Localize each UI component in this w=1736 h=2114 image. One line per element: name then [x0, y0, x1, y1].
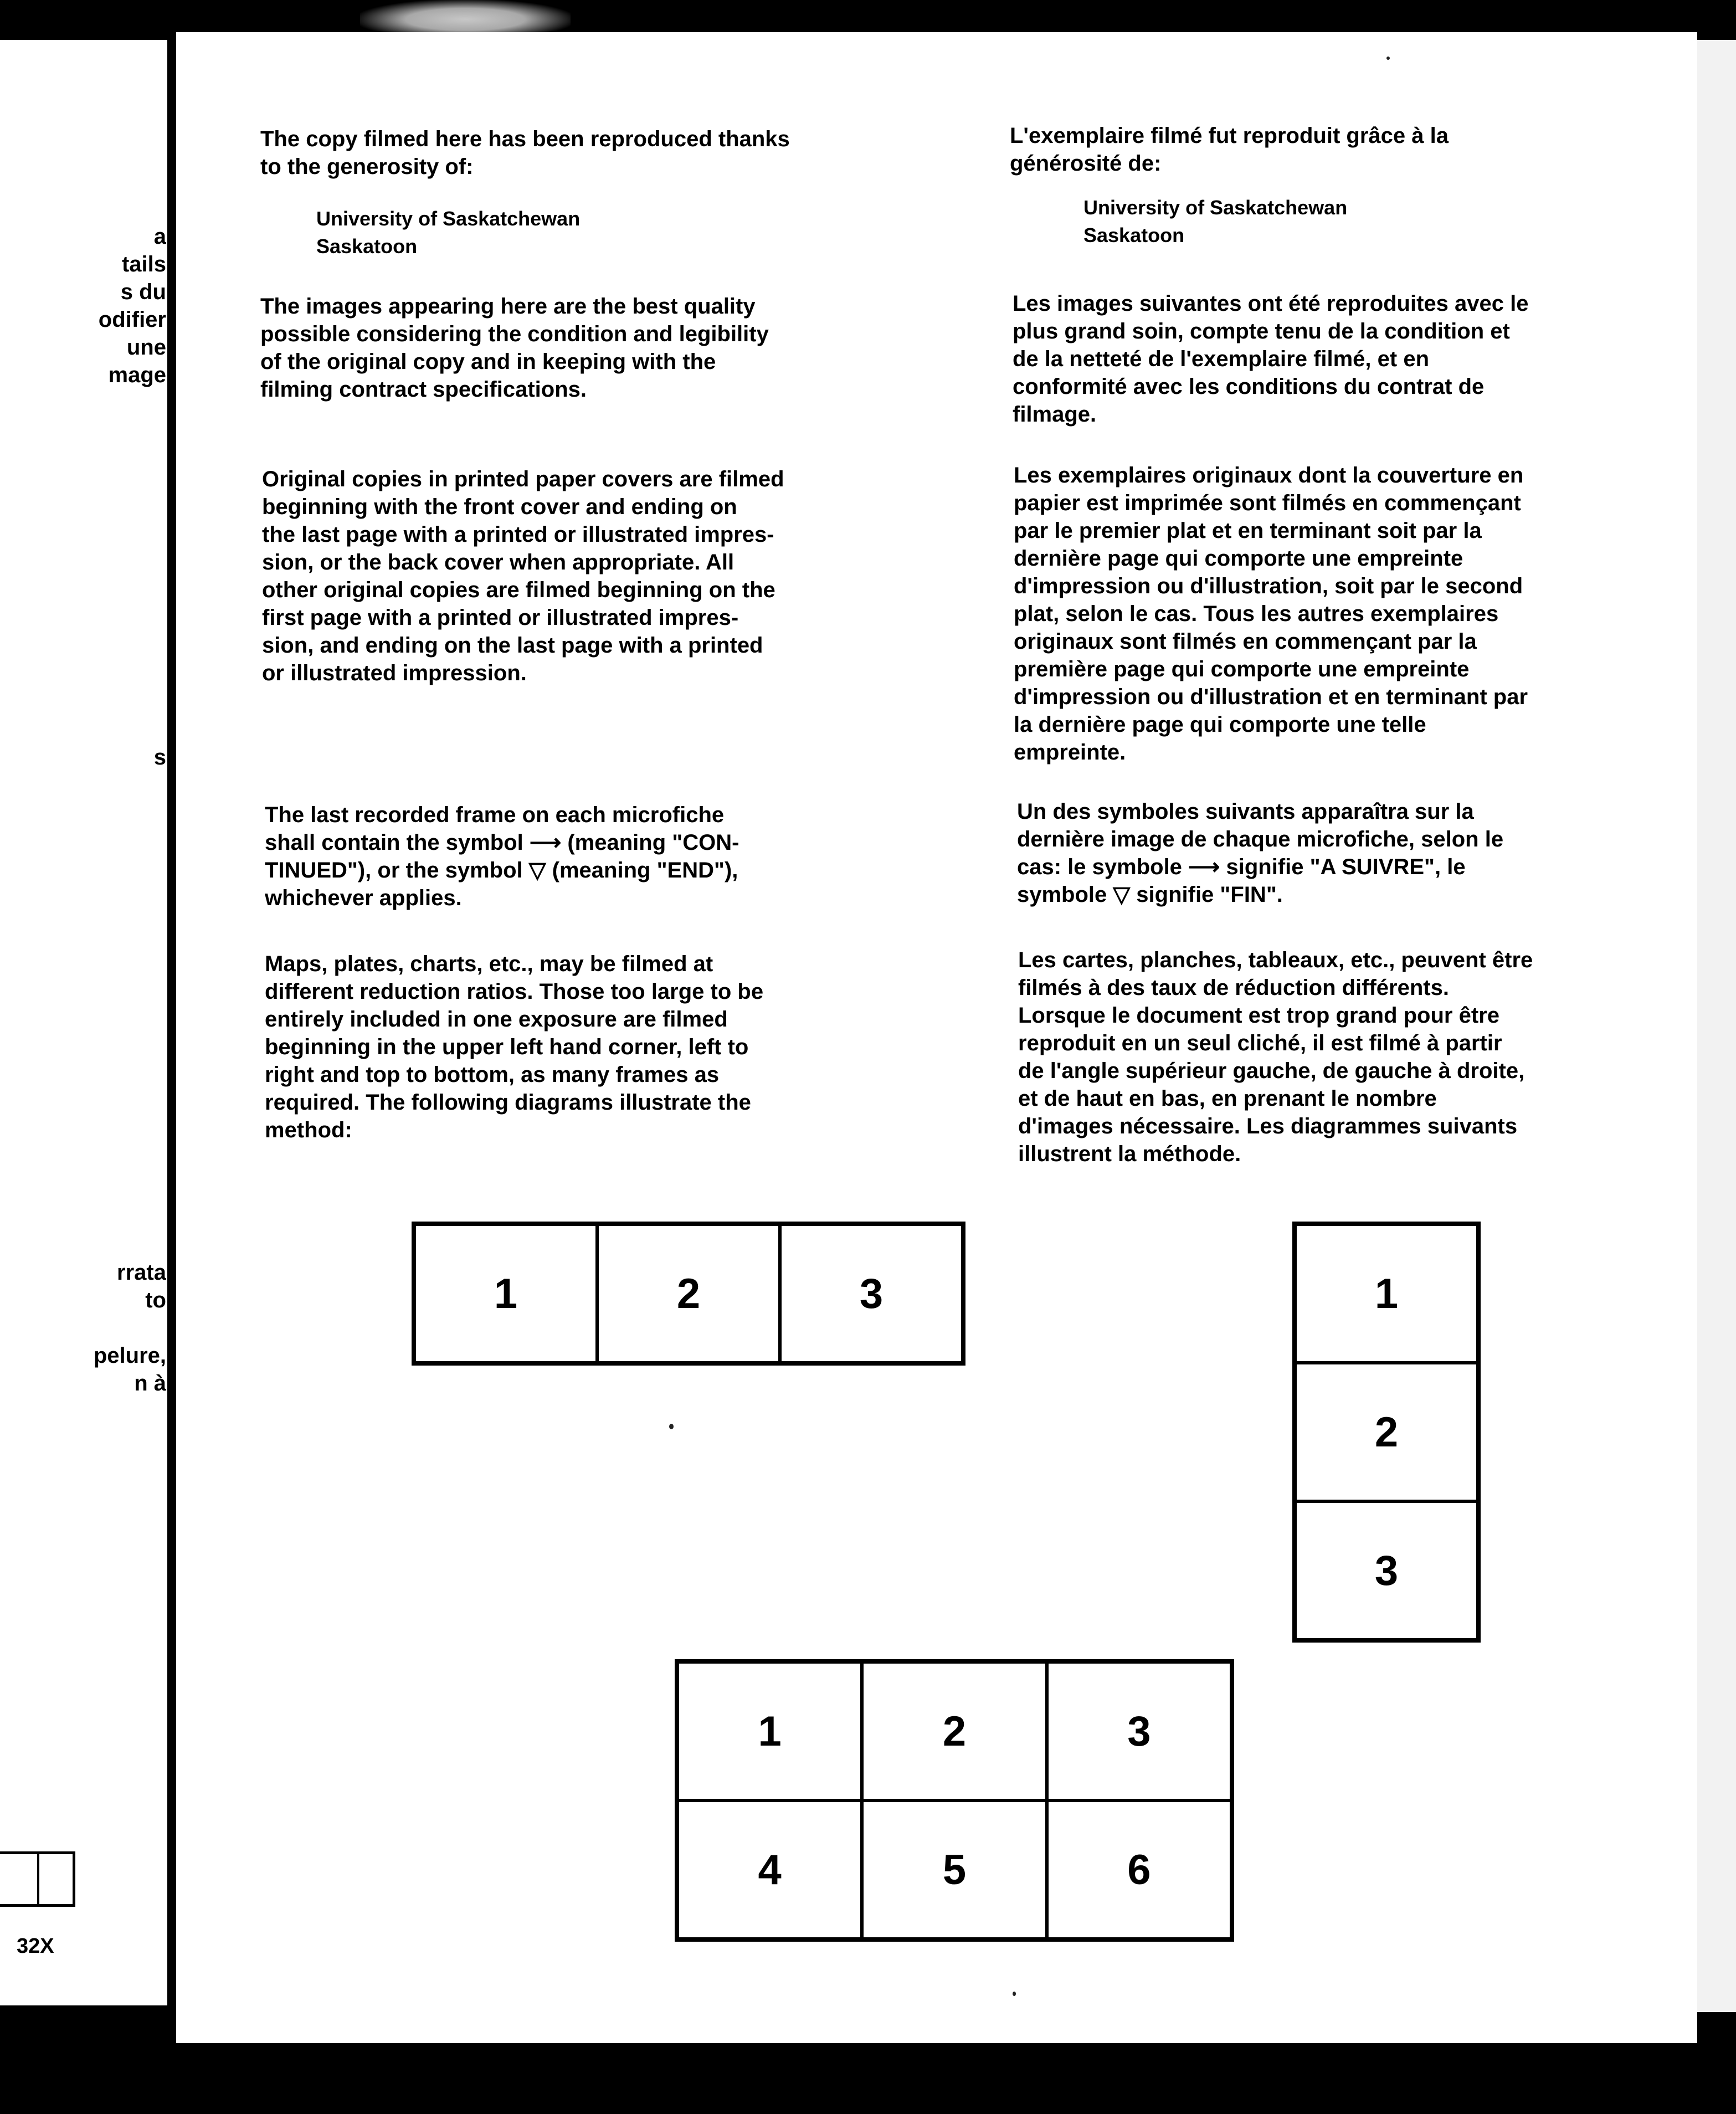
dust-speck	[1386, 57, 1390, 60]
diagram-cell: 1	[414, 1224, 597, 1363]
left-grid-label: 32X	[17, 1935, 54, 1958]
french-intro: L'exemplaire filmé fut reproduit grâce à la générosité de:	[1010, 124, 1449, 176]
diagram-cell: 2	[597, 1224, 780, 1363]
english-institution: University of Saskatchewan Saskatoon	[316, 207, 581, 258]
english-quality: The images appearing here are the best quality possible considering the condition and legibility of the original copy and in keeping with the filming contract specifications.	[260, 294, 769, 402]
left-fragment-line: mage	[108, 363, 166, 387]
french-symbols-text: signifie "FIN".	[1130, 882, 1283, 907]
left-fragment-lower	[0, 1259, 166, 1397]
grid-frame-diagram	[675, 1659, 1234, 1942]
horizontal-frame-diagram	[412, 1222, 965, 1366]
left-fragment-line: tails	[121, 252, 166, 276]
left-page-fragment	[0, 40, 167, 2005]
french-quality: Les images suivantes ont été reproduites avec le plus grand soin, compte tenu de la condition et de la netteté de l'exemplaire filmé, et en conformité avec les conditions du contrat de filmage.	[1013, 291, 1529, 427]
english-symbols-text: The last recorded frame on each microfiche shall contain the symbol	[265, 803, 725, 855]
diagram-cell: 2	[862, 1662, 1046, 1800]
triangle-icon: ▽	[1113, 882, 1131, 907]
left-fragment-line: rrata	[117, 1260, 166, 1285]
french-symbols	[1017, 798, 1682, 909]
english-symbols-text: (meaning "END"), whichever applies.	[265, 858, 738, 910]
english-maps-block	[265, 950, 896, 1144]
french-column	[1010, 122, 1675, 177]
diagram-cell: 1	[1295, 1224, 1478, 1363]
left-fragment-line: n à	[134, 1371, 166, 1395]
arrow-icon: ⟶	[1188, 855, 1220, 879]
left-fragment-line: s	[153, 745, 166, 769]
diagram-cell: 5	[862, 1800, 1046, 1939]
english-originals-block	[262, 465, 893, 687]
french-maps: Les cartes, planches, tableaux, etc., peuvent être filmés à des taux de réduction différents. Lorsque le document est trop grand pour être reproduit en un seul cliché, il est filmé à partir de l'angle supérieur gauche, de gauche à droite, et de haut en bas, en prenant le nombre d'images nécessaire. Les diagrammes suivants illustrent la méthode.	[1018, 948, 1533, 1166]
diagram-cell: 1	[677, 1662, 862, 1800]
left-fragment-line: une	[126, 335, 166, 360]
french-originals-block	[1014, 461, 1678, 766]
diagram-cell: 6	[1047, 1800, 1231, 1939]
english-symbols-text: (meaning "CON- TINUED"), or the symbol	[265, 830, 739, 882]
english-quality-block	[260, 293, 892, 403]
main-page	[176, 32, 1697, 2043]
english-originals: Original copies in printed paper covers are filmed beginning with the front cover and ending on the last page with a printed or illustrated impres- sion, or the back cover when appropriate. All other original copies are filmed beginning on the first page with a printed or illustrated impres- sion, and ending on the last page with a printed or illustrated impression.	[262, 467, 784, 685]
dust-speck	[669, 1424, 674, 1429]
english-intro: The copy filmed here has been reproduced thanks to the generosity of:	[260, 127, 790, 179]
english-column	[260, 125, 892, 181]
french-symbols-text: Un des symboles suivants apparaîtra sur la dernière image de chaque microfiche, selon le cas: le symbole	[1017, 799, 1504, 879]
english-symbols	[265, 801, 896, 912]
french-maps-block	[1018, 946, 1683, 1168]
left-fragment-line: s du	[120, 280, 166, 304]
right-margin-strip	[1697, 40, 1736, 2012]
left-fragment-line: pelure,	[93, 1343, 166, 1368]
vertical-frame-diagram	[1292, 1222, 1481, 1643]
left-fragment-line: to	[145, 1288, 166, 1312]
french-symbols-text: signifie "A SUIVRE", le symbole	[1017, 855, 1466, 907]
left-grid-fragment	[0, 1851, 75, 1907]
diagram-cell: 4	[677, 1800, 862, 1939]
left-fragment-line: a	[153, 224, 166, 249]
french-symbols-block	[1017, 798, 1682, 909]
left-fragment-upper	[0, 223, 166, 389]
dust-speck	[1013, 1992, 1016, 1996]
arrow-icon: ⟶	[529, 830, 562, 855]
diagram-cell: 3	[1047, 1662, 1231, 1800]
english-maps: Maps, plates, charts, etc., may be filmed at different reduction ratios. Those too large to be entirely included in one exposure are filmed beginning in the upper left hand corner, left to right and top to bottom, as many frames as required. The following diagrams illustrate the method:	[265, 952, 764, 1142]
diagram-cell: 2	[1295, 1363, 1478, 1501]
diagram-cell: 3	[1295, 1501, 1478, 1640]
french-quality-block	[1013, 290, 1677, 428]
triangle-icon: ▽	[528, 858, 546, 882]
english-symbols-block	[265, 801, 896, 912]
left-fragment-mid	[0, 743, 166, 771]
left-fragment-line	[0, 1314, 166, 1342]
left-grid-cell	[37, 1854, 73, 1904]
left-fragment-line: odifier	[98, 307, 166, 332]
french-originals: Les exemplaires originaux dont la couverture en papier est imprimée sont filmés en commençant par le premier plat et en terminant soit par la dernière page qui comporte une empreinte d'impression ou d'illustration, soit par le second plat, selon le cas. Tous les autres exemplaires originaux sont filmés en commençant par la première page qui comporte une empreinte d'impression ou d'illustration et en terminant par la dernière page qui comporte une telle empreinte.	[1014, 463, 1528, 764]
french-institution: University of Saskatchewan Saskatoon	[1083, 196, 1348, 247]
diagram-cell: 3	[780, 1224, 963, 1363]
